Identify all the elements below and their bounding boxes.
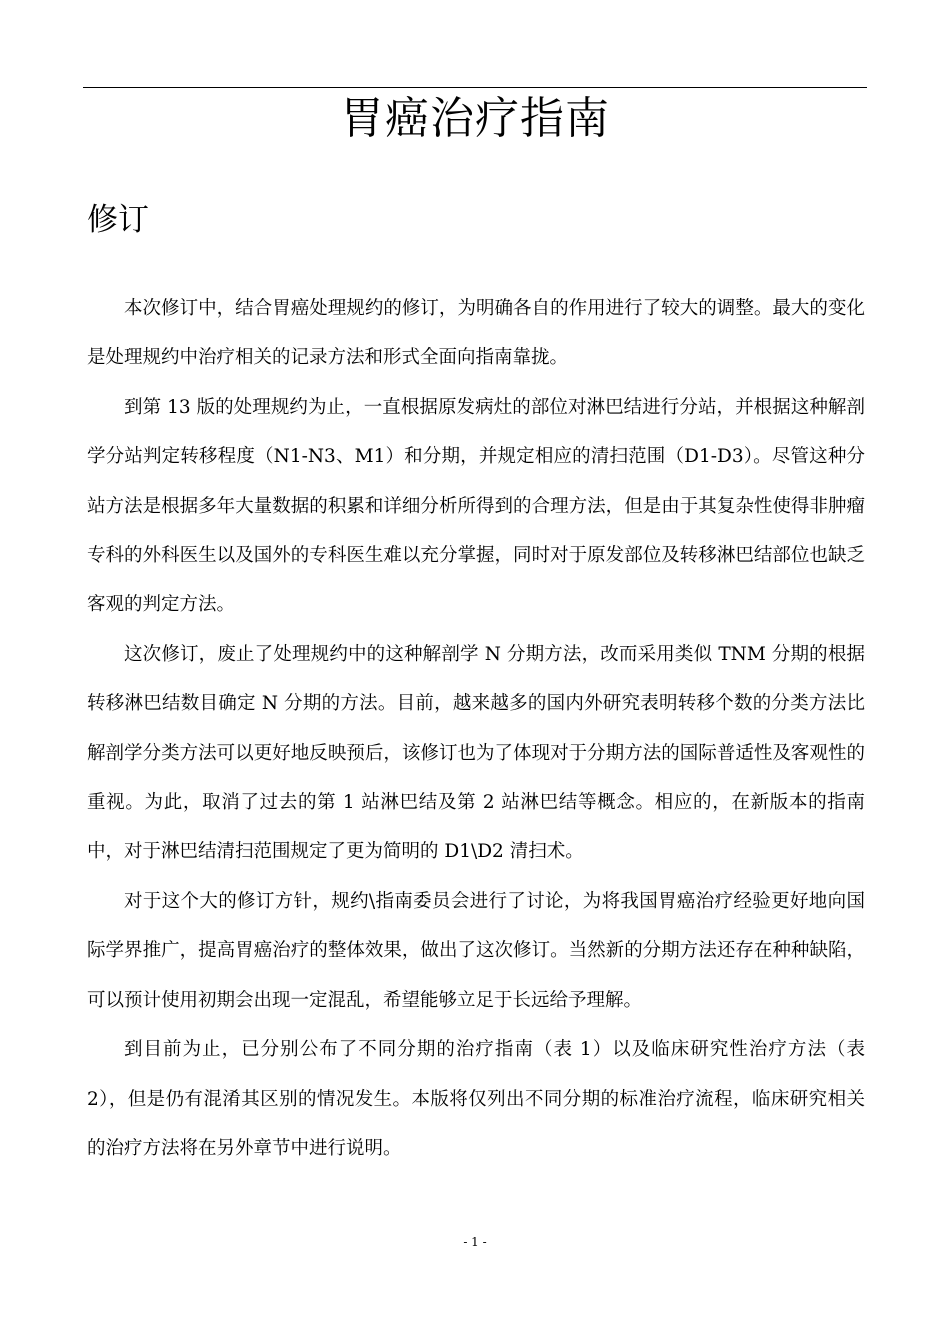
paragraph-4: 对于这个大的修订方针，规约\指南委员会进行了讨论，为将我国胃癌治疗经验更好地向国际学界推广，提高胃癌治疗的整体效果，做出了这次修订。当然新的分期方法还存在种种缺陷，可以预计使用初期会出现一定混乱，希望能够立足于长远给予理解。 xyxy=(87,890,865,1011)
paragraph-2: 到第 13 版的处理规约为止，一直根据原发病灶的部位对淋巴结进行分站，并根据这种解剖学分站判定转移程度（N1-N3、M1）和分期，并规定相应的清扫范围（D1-D3）。尽管这种分站方法是根据多年大量数据的积累和详细分析所得到的合理方法，但是由于其复杂性使得非肿瘤专科的外科医生以及国外的专科医生难以充分掌握，同时对于原发部位及转移淋巴结部位也缺乏客观的判定方法。 xyxy=(87,396,865,616)
paragraph-3: 这次修订，废止了处理规约中的这种解剖学 N 分期方法，改而采用类似 TNM 分期的根据转移淋巴结数目确定 N 分期的方法。目前，越来越多的国内外研究表明转移个数的分类方法比解剖学分类方法可以更好地反映预后，该修订也为了体现对于分期方法的国际普适性及客观性的重视。为此，取消了过去的第 1 站淋巴结及第 2 站淋巴结等概念。相应的，在新版本的指南中，对于淋巴结清扫范围规定了更为简明的 D1\D2 清扫术。 xyxy=(87,643,865,863)
body-text xyxy=(87,284,865,1173)
paragraph-5: 到目前为止，已分别公布了不同分期的治疗指南（表 1）以及临床研究性治疗方法（表 2），但是仍有混淆其区别的情况发生。本版将仅列出不同分期的标准治疗流程，临床研究相关的治疗方法将在另外章节中进行说明。 xyxy=(87,1039,865,1159)
section-heading-revision: 修订 xyxy=(87,202,149,238)
paragraph-1: 本次修订中，结合胃癌处理规约的修订，为明确各自的作用进行了较大的调整。最大的变化是处理规约中治疗相关的记录方法和形式全面向指南靠拢。 xyxy=(87,298,865,369)
page-number: - 1 - xyxy=(463,1235,487,1249)
document-title: 胃癌治疗指南 xyxy=(340,93,610,144)
